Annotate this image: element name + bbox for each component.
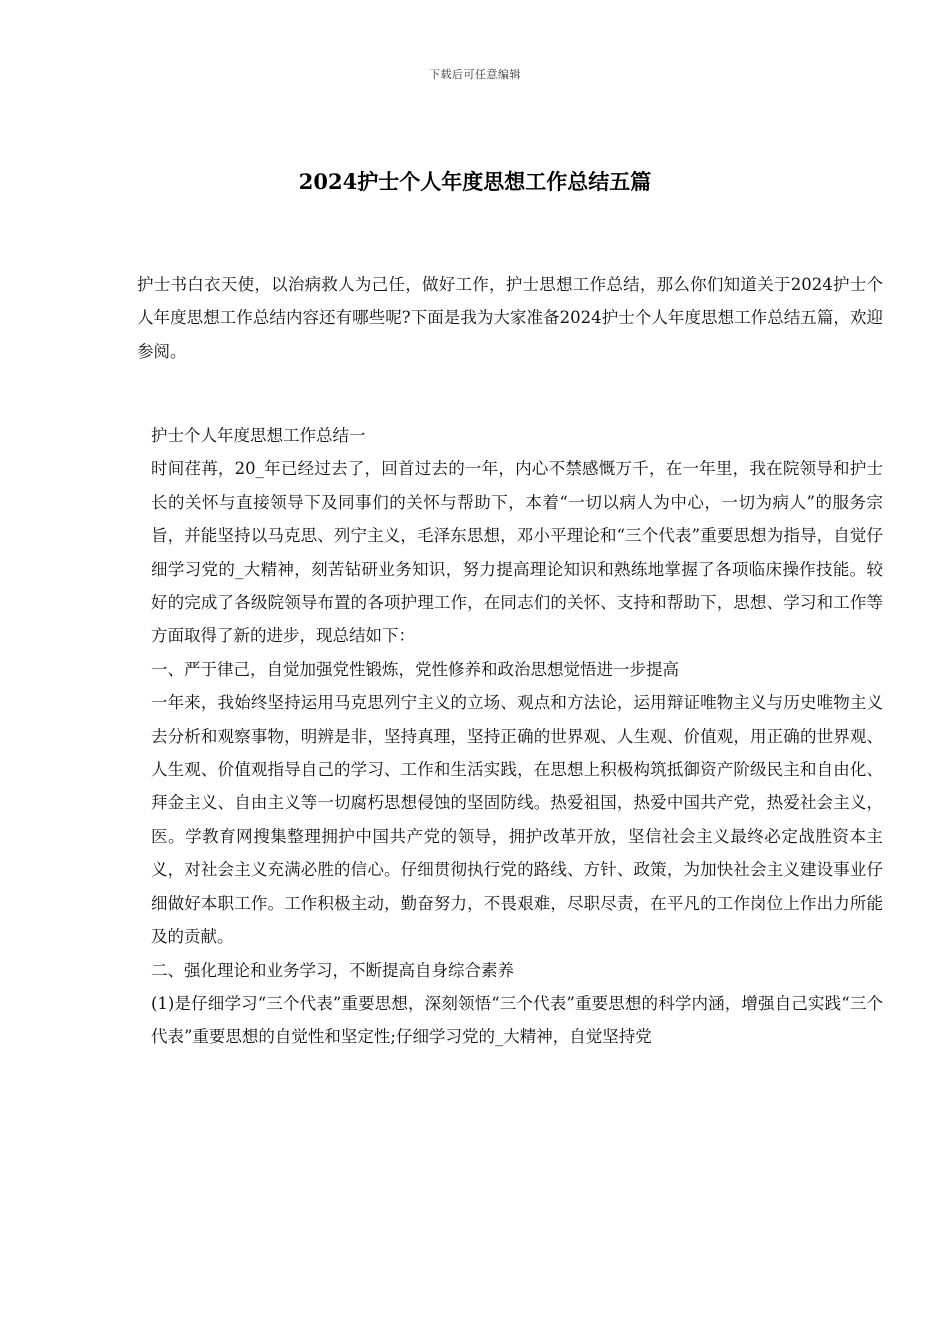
subheading: 一、严于律己，自觉加强党性锻炼，党性修养和政治思想觉悟进一步提高	[151, 659, 679, 679]
body-paragraph: 时间荏苒，20_年已经过去了，回首过去的一年，内心不禁感慨万千，在一年里，我在院领导和护士长的关怀与直接领导下及同事们的关怀与帮助下，本着“一切以病人为中心，一切为病人”的服务宗旨，并能坚持以马克思、列宁主义，毛泽东思想，邓小平理论和“三个代表”重要思想为指导，自觉仔细学习党的_大精神，刻苦钻研业务知识，努力提高理论知识和熟练地掌握了各项临床操作技能。较好的完成了各级院领导布置的各项护理工作，在同志们的关怀、支持和帮助下，思想、学习和工作等方面取得了新的进步，现总结如下：	[151, 459, 883, 646]
body-paragraph: 一年来，我始终坚持运用马克思列宁主义的立场、观点和方法论，运用辩证唯物主义与历史唯物主义去分析和观察事物，明辨是非，坚持真理，坚持正确的世界观、人生观、价值观，用正确的世界观、人生观、价值观指导自己的学习、工作和生活实践，在思想上积极构筑抵御资产阶级民主和自由化、拜金主义、自由主义等一切腐朽思想侵蚀的坚固防线。热爱祖国，热爱中国共产党，热爱社会主义，医。学教育网搜集整理拥护中国共产党的领导，拥护改革开放，坚信社会主义最终必定战胜资本主义，对社会主义充满必胜的信心。仔细贯彻执行党的路线、方针、政策，为加快社会主义建设事业仔细做好本职工作。工作积极主动，勤奋努力，不畏艰难，尽职尽责，在平凡的工作岗位上作出力所能及的贡献。	[151, 693, 883, 947]
intro-paragraph: 护士书白衣天使，以治病救人为己任，做好工作，护士思想工作总结，那么你们知道关于2024护士个人年度思想工作总结内容还有哪些呢?下面是我为大家准备2024护士个人年度思想工作总结五篇，欢迎参阅。	[137, 275, 883, 361]
page-title: 2024护士个人年度思想工作总结五篇	[298, 169, 652, 194]
main-section	[137, 419, 883, 1054]
intro-section	[137, 268, 883, 368]
body-paragraph: (1)是仔细学习“三个代表”重要思想，深刻领悟“三个代表”重要思想的科学内涵，增强自己实践“三个代表”重要思想的自觉性和坚定性;仔细学习党的_大精神，自觉坚持党	[151, 993, 883, 1047]
header-note: 下载后可任意编辑	[429, 68, 521, 81]
section-heading: 护士个人年度思想工作总结一	[151, 426, 366, 445]
subheading: 二、强化理论和业务学习，不断提高自身综合素养	[151, 960, 514, 980]
